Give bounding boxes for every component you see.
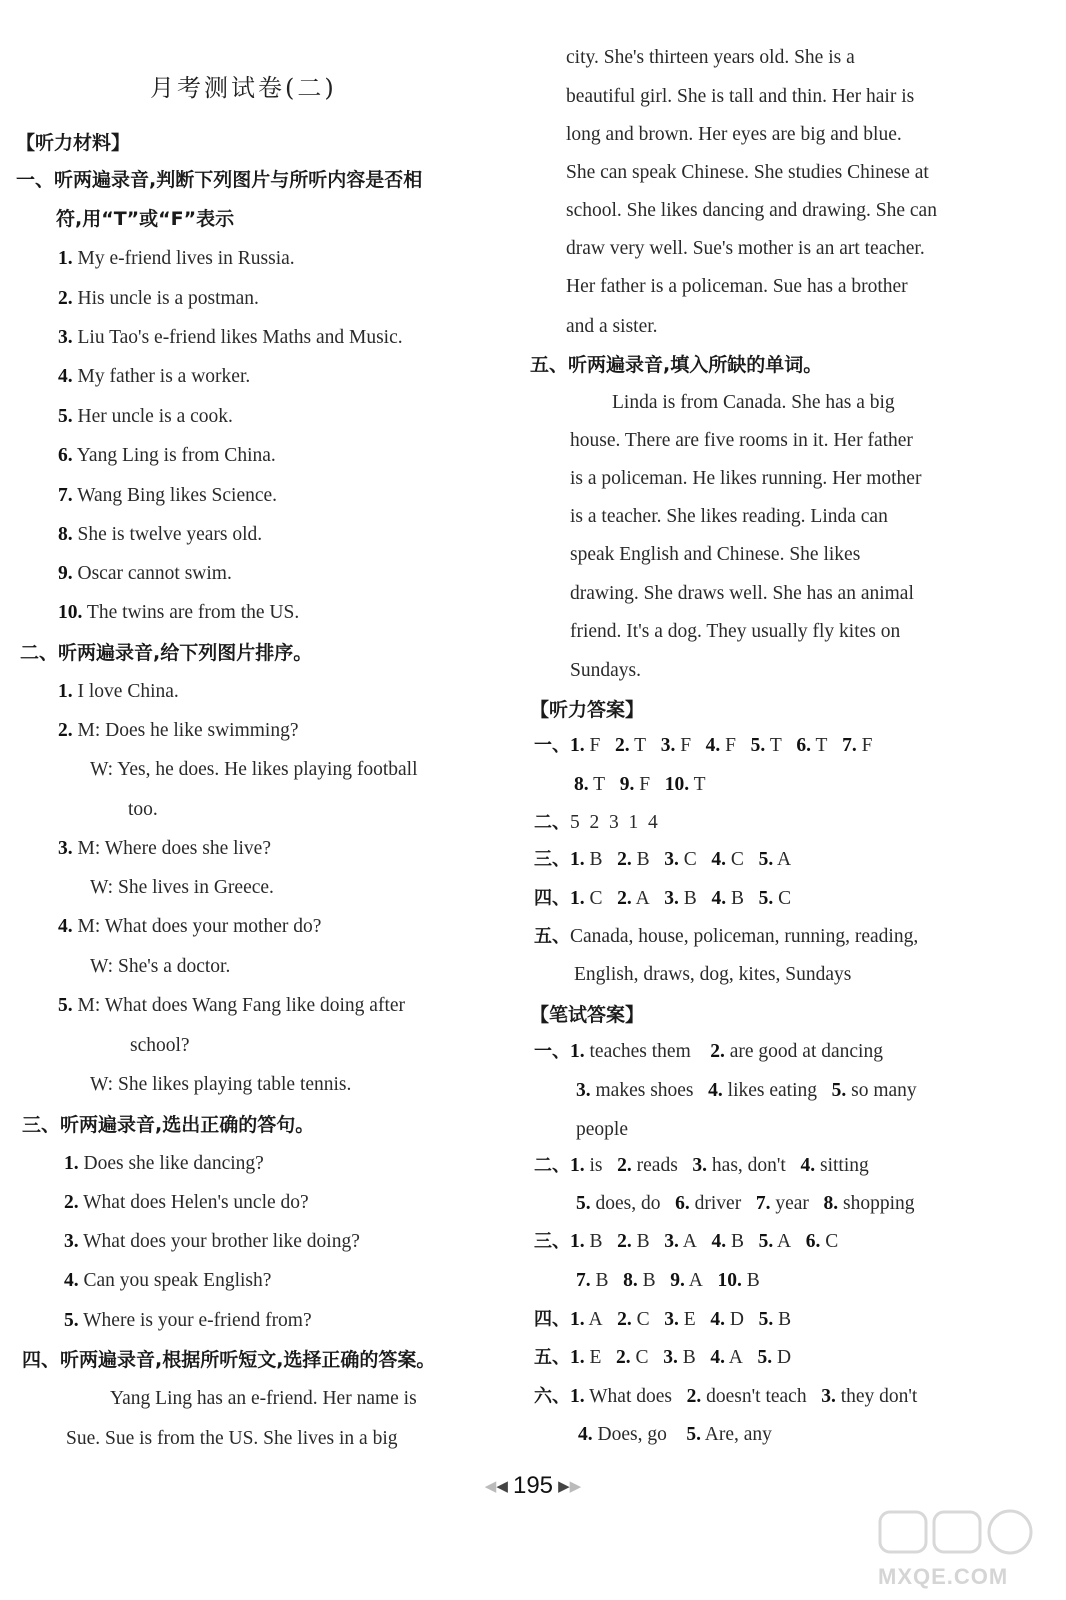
answer-item: 3. makes shoes bbox=[576, 1080, 694, 1101]
answer-item: 5. A bbox=[758, 849, 792, 870]
answer-item: 3. C bbox=[664, 849, 697, 870]
answer-item: 5. Are, any bbox=[686, 1424, 772, 1445]
answer-row: 五、1. E 2. C 3. B 4. A 5. D bbox=[534, 1347, 792, 1368]
answer-row: 六、1. What does 2. doesn't teach 3. they don't bbox=[534, 1386, 918, 1407]
list-item: 1. My e-friend lives in Russia. bbox=[58, 248, 295, 269]
answer-item: 1. C bbox=[570, 888, 603, 909]
passage-line: drawing. She draws well. She has an animal bbox=[570, 583, 914, 604]
next-arrow-icon: ▶ bbox=[569, 1477, 582, 1495]
answer-item: 1. F bbox=[570, 735, 601, 756]
answer-item: 2. B bbox=[617, 1231, 650, 1252]
passage-line: speak English and Chinese. She likes bbox=[570, 544, 861, 565]
answer-item: 4. F bbox=[705, 735, 737, 756]
answer-item: 1. E bbox=[570, 1347, 602, 1368]
answer-item: 6. T bbox=[796, 735, 828, 756]
answer-row: 二、1. is 2. reads 3. has, don't 4. sitting bbox=[534, 1155, 869, 1176]
answer-item: 5. D bbox=[757, 1347, 792, 1368]
answer-item: 2. doesn't teach bbox=[686, 1386, 807, 1407]
answer-item: 2. A bbox=[617, 888, 650, 909]
passage-line: draw very well. Sue's mother is an art teacher. bbox=[566, 238, 925, 259]
page-footer bbox=[0, 1472, 1066, 1500]
answer-row: 二、5 2 3 1 4 bbox=[534, 812, 658, 833]
next-arrow-icon: ▶ bbox=[558, 1477, 570, 1495]
watermark-text: MXQE.COM bbox=[878, 1564, 1009, 1589]
answer-item: 5. C bbox=[758, 888, 792, 909]
passage-line: is a policeman. He likes running. Her mother bbox=[570, 468, 922, 489]
answer-row: 四、1. C 2. A 3. B 4. B 5. C bbox=[534, 888, 792, 909]
prev-arrow-icon: ◀ bbox=[484, 1477, 497, 1495]
dialogue-line: W: She likes playing table tennis. bbox=[90, 1074, 352, 1095]
answer-row: 五、Canada, house, policeman, running, reading, bbox=[534, 926, 919, 947]
passage-line: school. She likes dancing and drawing. She can bbox=[566, 200, 937, 221]
answer-item: 3. B bbox=[663, 1347, 696, 1368]
answer-item: 4. Does, go bbox=[578, 1424, 667, 1445]
answer-item: 3. E bbox=[664, 1309, 696, 1330]
answer-item: 2. C bbox=[616, 1347, 649, 1368]
answer-item: 5. B bbox=[758, 1309, 792, 1330]
passage-line: Yang Ling has an e-friend. Her name is bbox=[110, 1388, 417, 1409]
dialogue-line: school? bbox=[130, 1035, 190, 1056]
answer-item: 3. F bbox=[660, 735, 692, 756]
list-item: 5. Her uncle is a cook. bbox=[58, 406, 233, 427]
list-item: 4. My father is a worker. bbox=[58, 366, 251, 387]
answer-item: 8. shopping bbox=[823, 1193, 915, 1214]
answer-item: 1. What does bbox=[570, 1386, 673, 1407]
answer-item: 3. B bbox=[664, 888, 697, 909]
dialogue-line: W: She lives in Greece. bbox=[90, 877, 274, 898]
answer-row: 四、1. A 2. C 3. E 4. D 5. B bbox=[534, 1309, 792, 1330]
list-item: 9. Oscar cannot swim. bbox=[58, 563, 232, 584]
passage-line: is a teacher. She likes reading. Linda can bbox=[570, 506, 888, 527]
answer-item: 5. A bbox=[758, 1231, 792, 1252]
answer-item: 5. does, do bbox=[576, 1193, 661, 1214]
answer-row bbox=[576, 1079, 917, 1103]
dialogue-line: too. bbox=[128, 799, 158, 820]
answer-item: 1. is bbox=[570, 1155, 603, 1176]
passage-line: and a sister. bbox=[566, 316, 658, 337]
answer-row bbox=[578, 1423, 772, 1447]
written-answers-header: 【笔试答案】 bbox=[530, 1004, 645, 1026]
answer-item: 3. has, don't bbox=[692, 1155, 786, 1176]
passage-line: Sue. Sue is from the US. She lives in a big bbox=[66, 1428, 398, 1449]
answer-item: 5. so many bbox=[831, 1080, 917, 1101]
list-item: 8. She is twelve years old. bbox=[58, 524, 263, 545]
page-number: 195 bbox=[512, 1472, 554, 1499]
passage-line: Her father is a policeman. Sue has a brother bbox=[566, 276, 908, 297]
answer-item: 7. F bbox=[842, 735, 873, 756]
answer-item: 8. T bbox=[574, 774, 606, 795]
dialogue-line: 3. M: Where does she live? bbox=[58, 838, 271, 859]
list-item: 2. What does Helen's uncle do? bbox=[64, 1192, 309, 1213]
answer-item: 2. B bbox=[617, 849, 650, 870]
answer-row bbox=[576, 1269, 760, 1293]
dialogue-line: 1. I love China. bbox=[58, 681, 179, 702]
answer-row bbox=[576, 1192, 915, 1216]
dialogue-line: W: She's a doctor. bbox=[90, 956, 231, 977]
answer-item: 4. B bbox=[711, 1231, 744, 1252]
dialogue-line: 2. M: Does he like swimming? bbox=[58, 720, 299, 741]
list-item: 4. Can you speak English? bbox=[64, 1270, 272, 1291]
section-2-heading: 二、听两遍录音,给下列图片排序。 bbox=[20, 642, 313, 664]
answer-item: 9. A bbox=[670, 1270, 703, 1291]
answer-item: 6. C bbox=[805, 1231, 839, 1252]
answer-item: 1. teaches them bbox=[570, 1041, 691, 1062]
list-item: 10. The twins are from the US. bbox=[58, 602, 300, 623]
answer-item: 2. reads bbox=[617, 1155, 678, 1176]
answer-item: 7. B bbox=[576, 1270, 609, 1291]
answer-item: 1. B bbox=[570, 1231, 603, 1252]
answer-row: 一、1. F 2. T 3. F 4. F 5. T 6. T 7. F bbox=[534, 735, 873, 756]
answer-item: 1. A bbox=[570, 1309, 603, 1330]
passage-line: city. She's thirteen years old. She is a bbox=[566, 47, 855, 68]
answer-row: 三、1. B 2. B 3. C 4. C 5. A bbox=[534, 849, 792, 870]
answer-item: 4. D bbox=[710, 1309, 744, 1330]
section-3-heading: 三、听两遍录音,选出正确的答句。 bbox=[22, 1114, 315, 1136]
answer-row: people bbox=[576, 1119, 628, 1140]
answer-item: 3. A bbox=[664, 1231, 697, 1252]
answer-item: 4. likes eating bbox=[708, 1080, 818, 1101]
answer-item: 5. T bbox=[750, 735, 782, 756]
answer-item: 4. sitting bbox=[800, 1155, 869, 1176]
list-item: 3. What does your brother like doing? bbox=[64, 1231, 360, 1252]
section-1-heading: 一、听两遍录音,判断下列图片与所听内容是否相 bbox=[16, 169, 423, 191]
answer-item: 3. they don't bbox=[821, 1386, 918, 1407]
answer-item: 4. A bbox=[710, 1347, 743, 1368]
list-item: 2. His uncle is a postman. bbox=[58, 288, 259, 309]
list-item: 5. Where is your e-friend from? bbox=[64, 1310, 312, 1331]
answer-item: 4. B bbox=[711, 888, 744, 909]
section-1-heading-cont: 符,用“T”或“F”表示 bbox=[56, 208, 235, 230]
answer-item: 2. are good at dancing bbox=[710, 1041, 883, 1062]
passage-line: Sundays. bbox=[570, 660, 641, 681]
answer-item: 4. C bbox=[711, 849, 744, 870]
passage-line: friend. It's a dog. They usually fly kites on bbox=[570, 621, 901, 642]
dialogue-line: 4. M: What does your mother do? bbox=[58, 916, 322, 937]
passage-line: beautiful girl. She is tall and thin. Her hair is bbox=[566, 86, 915, 107]
answer-row: English, draws, dog, kites, Sundays bbox=[574, 964, 852, 985]
answer-item: 6. driver bbox=[675, 1193, 742, 1214]
answer-row: 一、1. teaches them 2. are good at dancing bbox=[534, 1041, 883, 1062]
answer-row bbox=[574, 773, 706, 797]
answer-item: 2. T bbox=[614, 735, 647, 756]
list-item: 1. Does she like dancing? bbox=[64, 1153, 264, 1174]
passage-line: long and brown. Her eyes are big and blue. bbox=[566, 124, 902, 145]
answer-item: 2. C bbox=[617, 1309, 650, 1330]
section-5-heading: 五、听两遍录音,填入所缺的单词。 bbox=[530, 354, 823, 376]
section-4-heading: 四、听两遍录音,根据所听短文,选择正确的答案。 bbox=[22, 1349, 436, 1371]
answer-item: 1. B bbox=[570, 849, 603, 870]
answer-item: 10. B bbox=[717, 1270, 760, 1291]
answer-row: 三、1. B 2. B 3. A 4. B 5. A 6. C bbox=[534, 1231, 839, 1252]
answer-item: 10. T bbox=[664, 774, 706, 795]
prev-arrow-icon: ◀ bbox=[496, 1477, 508, 1495]
answer-item: 7. year bbox=[755, 1193, 809, 1214]
passage-line: house. There are five rooms in it. Her father bbox=[570, 430, 913, 451]
list-item: 6. Yang Ling is from China. bbox=[58, 445, 276, 466]
list-item: 3. Liu Tao's e-friend likes Maths and Music. bbox=[58, 327, 403, 348]
watermark-logo bbox=[870, 1508, 1060, 1594]
page-title: 月考测试卷(二) bbox=[150, 74, 337, 102]
answer-item: 9. F bbox=[619, 774, 651, 795]
listening-answers-header: 【听力答案】 bbox=[530, 699, 645, 721]
dialogue-line: 5. M: What does Wang Fang like doing after bbox=[58, 995, 406, 1016]
listening-material-header: 【听力材料】 bbox=[16, 132, 131, 154]
dialogue-line: W: Yes, he does. He likes playing football bbox=[90, 759, 418, 780]
passage-line: Linda is from Canada. She has a big bbox=[612, 392, 895, 413]
list-item: 7. Wang Bing likes Science. bbox=[58, 485, 278, 506]
passage-line: She can speak Chinese. She studies Chinese at bbox=[566, 162, 929, 183]
answer-item: 8. B bbox=[623, 1270, 656, 1291]
